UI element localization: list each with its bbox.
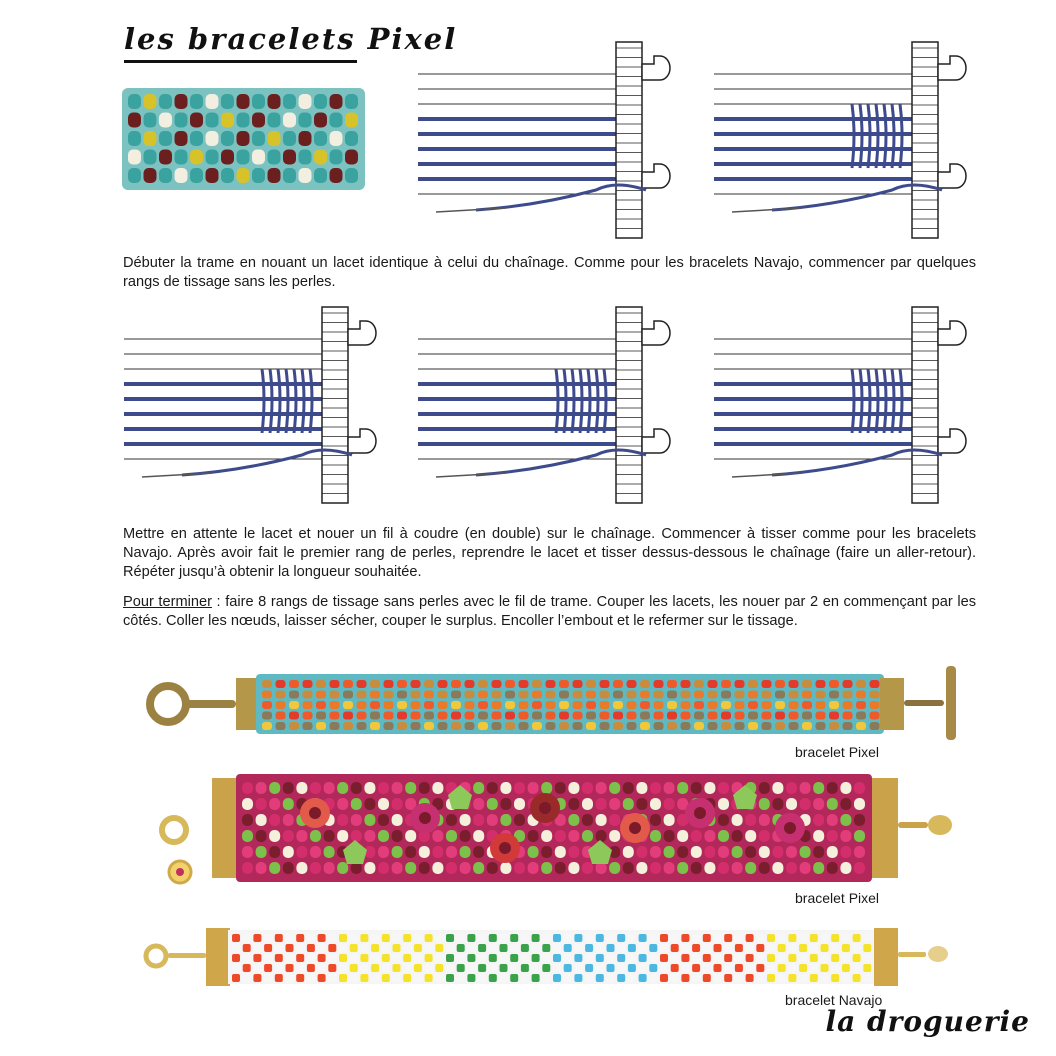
- loom-frame: [714, 42, 966, 238]
- caption-bracelet-2: bracelet Pixel: [795, 890, 880, 906]
- bracelet-photo-1: [138, 660, 968, 746]
- bead-swatch-image: [122, 88, 365, 190]
- finish-label: Pour terminer: [123, 594, 212, 610]
- instructions-paragraph-3: [123, 593, 976, 631]
- loom-frame: [714, 307, 966, 503]
- loom-frame: [124, 307, 376, 503]
- finish-text: : faire 8 rangs de tissage sans perles avec le fil de trame. Couper les lacets, les nouer par 2 en commençant par les côtés. Coller les nœuds, laisser sécher, couper le surplus. Encoller l’embout et le refermer sur le tissage.: [123, 594, 977, 629]
- loom-diagram-2: [712, 40, 982, 240]
- loom-diagram-4: [416, 305, 686, 505]
- bracelet-photo-3: [142, 920, 962, 994]
- caption-bracelet-3: bracelet Navajo: [785, 992, 883, 1008]
- instructions-paragraph-1: Débuter la trame en nouant un lacet identique à celui du chaînage. Comme pour les bracelets Navajo, commencer par quelques rangs de tissage sans les perles.: [123, 255, 976, 290]
- brand-logo: la droguerie: [825, 1005, 1030, 1038]
- title-underline: [124, 60, 357, 63]
- loom-diagram-1: [416, 40, 686, 240]
- page-title: les bracelets Pixel: [124, 22, 458, 56]
- loom-diagram-3: [122, 305, 392, 505]
- caption-bracelet-1: bracelet Pixel: [795, 744, 880, 760]
- loom-diagram-5: [712, 305, 982, 505]
- loom-frame: [418, 42, 670, 238]
- loom-frame: [418, 307, 670, 503]
- instructions-paragraph-2: Mettre en attente le lacet et nouer un fil à coudre (en double) sur le chaînage. Commencer à tisser comme pour les bracelets Navajo. Après avoir fait le premier rang de perles, reprendre le lacet et tisser dessus-dessous le chaînage (faire un aller-retour). Répéter jusqu’à obtenir la longueur souhaitée.: [123, 526, 976, 580]
- bracelet-photo-2: [150, 768, 960, 890]
